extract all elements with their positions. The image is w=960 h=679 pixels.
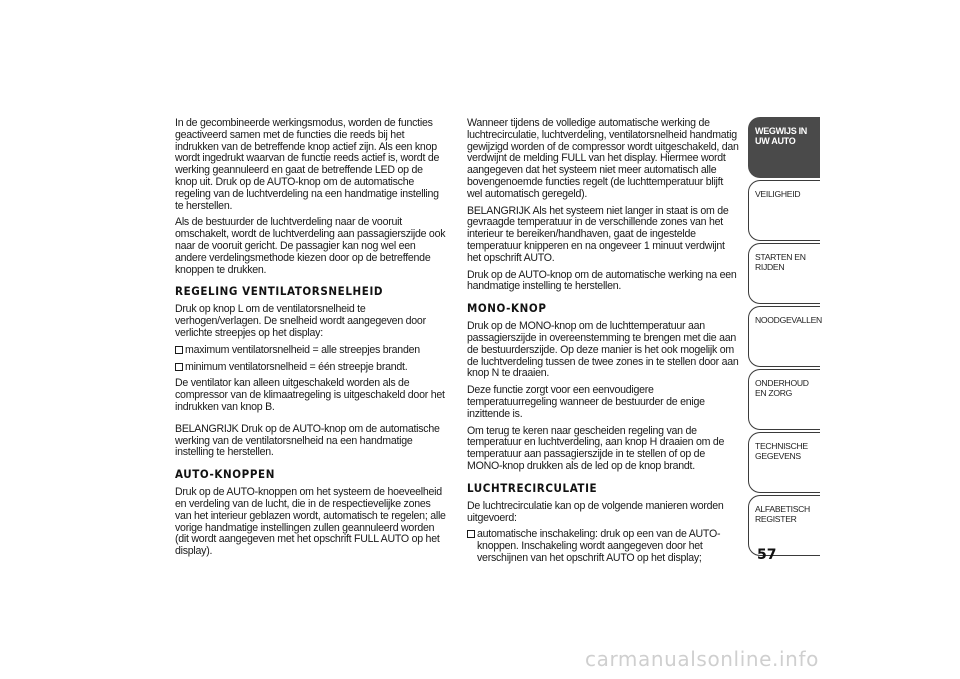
tab-wegwijs-in-uw-auto[interactable] <box>748 117 820 178</box>
paragraph: BELANGRIJK Als het systeem niet langer in staat is om de gevraagde temperatuur in de verschillende zones van het interieur te bereiken/handhaven, gaat de ingestelde temperatuur knipperen en na ongeveer 1 minuut verdwijnt het opschrift AUTO. <box>467 204 729 264</box>
tab-starten-en-rijden[interactable] <box>748 243 820 304</box>
tab-onderhoud-en-zorg[interactable] <box>748 369 820 430</box>
tab-technische-gegevens[interactable] <box>748 432 820 493</box>
checkbox-bullet-icon <box>175 346 183 354</box>
tab-label: TECHNISCHE GEGEVENS <box>755 441 808 461</box>
tab-label: VEILIGHEID <box>755 189 801 199</box>
paragraph: Om terug te keren naar gescheiden regeling van de temperatuur en luchtverdeling, aan knop H draaien om de temperatuur aan passagierszijde in te stellen of op de MONO-knop drukken als de led op de knop brandt. <box>467 424 725 472</box>
tab-label: STARTEN EN RIJDEN <box>755 252 806 272</box>
paragraph: Druk op de AUTO-knoppen om het systeem de hoeveelheid en verdeling van de lucht, die in de respectievelijke zones van het interieur geblazen wordt, automatisch te regelen; alle vorige handmatige instellingen zullen geannuleerd worden (dit wordt aangegeven met het opschrift FULL AUTO op het display). <box>175 486 446 558</box>
tab-label: ALFABETISCH REGISTER <box>755 504 810 524</box>
checkbox-bullet-icon <box>467 530 475 538</box>
section-heading-mono-button: MONO-KNOP <box>467 301 547 316</box>
tab-veiligheid[interactable] <box>748 180 820 241</box>
paragraph: De luchtrecirculatie kan op de volgende manieren worden uitgevoerd: <box>467 499 724 524</box>
paragraph: In de gecombineerde werkingsmodus, worden de functies geactiveerd samen met de functies die reeds bij het indrukken van de betreffende knop actief zijn. Als een knop wordt ingedrukt waarvan de functie reeds actief is, wordt de werking geannuleerd en gaat de betreffende LED op de knop uit. Druk op de AUTO-knop om de automatische regeling van de luchtverdeling na een handmatige instelling te herstellen. <box>175 117 440 212</box>
tab-label: ONDERHOUD EN ZORG <box>755 378 809 398</box>
list-item <box>175 345 447 357</box>
page-number: 57 <box>757 547 777 563</box>
watermark: carmanualsonline.info <box>585 647 819 671</box>
paragraph: Druk op de MONO-knop om de luchttemperatuur aan passagierszijde in overeenstemming te brengen met die aan de bestuurderszijde. Op deze manier is het ook mogelijk om de luchtverdeling tussen de twee zones in te stellen door aan knop N te draaien. <box>467 320 739 380</box>
list-item-text: automatische inschakeling: druk op een van de AUTO-knoppen. Inschakeling wordt aangegeven door het verschijnen van het opschrift AUTO op het display; <box>477 528 721 564</box>
list-item <box>175 362 447 374</box>
paragraph: Druk op de AUTO-knop om de automatische werking na een handmatige instelling te herstellen. <box>467 268 737 293</box>
tab-label: NOODGEVALLEN <box>755 315 822 325</box>
list-item-text: minimum ventilatorsnelheid = één streepje brandt. <box>185 360 408 373</box>
chapter-tabs <box>748 117 820 558</box>
paragraph: De ventilator kan alleen uitgeschakeld worden als de compressor van de klimaatregeling is uitgeschakeld door het indrukken van knop B. <box>175 377 445 413</box>
section-heading-auto-buttons: AUTO-KNOPPEN <box>175 467 275 482</box>
paragraph: Wanneer tijdens de volledige automatische werking de luchtrecirculatie, luchtverdeling, ventilatorsnelheid handmatig gewijzigd worden of de compressor wordt uitgeschakeld, dan verdwijnt de melding FULL van het display. Hiermee wordt aangegeven dat het systeem niet meer automatisch alle bovengenoemde functies regelt (de luchttemperatuur blijft wel automatisch geregeld). <box>467 117 739 200</box>
tab-noodgevallen[interactable] <box>748 306 820 367</box>
paragraph: Druk op knop L om de ventilatorsnelheid te verhogen/verlagen. De snelheid wordt aangegeven door verlichte streepjes op het display: <box>175 303 426 339</box>
left-column <box>175 118 447 563</box>
section-heading-air-recirculation: LUCHTRECIRCULATIE <box>467 480 598 495</box>
checkbox-bullet-icon <box>175 363 183 371</box>
paragraph: Deze functie zorgt voor een eenvoudigere temperatuurregeling wanneer de bestuurder de enige inzittende is. <box>467 384 705 420</box>
tab-label: WEGWIJS IN UW AUTO <box>755 126 808 146</box>
paragraph: Als de bestuurder de luchtverdeling naar de vooruit omschakelt, wordt de luchtverdeling aan passagierszijde ook naar de vooruit gericht. De passagier kan nog wel een andere verdelingsmethode kiezen door op de betreffende knoppen te drukken. <box>175 216 446 276</box>
list-item-text: maximum ventilatorsnelheid = alle streepjes branden <box>185 343 420 356</box>
right-column <box>467 118 739 570</box>
list-item <box>467 529 739 564</box>
paragraph: BELANGRIJK Druk op de AUTO-knop om de automatische werking van de ventilatorsnelheid na een handmatige instelling te herstellen. <box>175 422 440 459</box>
section-heading-fan-speed: REGELING VENTILATORSNELHEID <box>175 284 384 299</box>
